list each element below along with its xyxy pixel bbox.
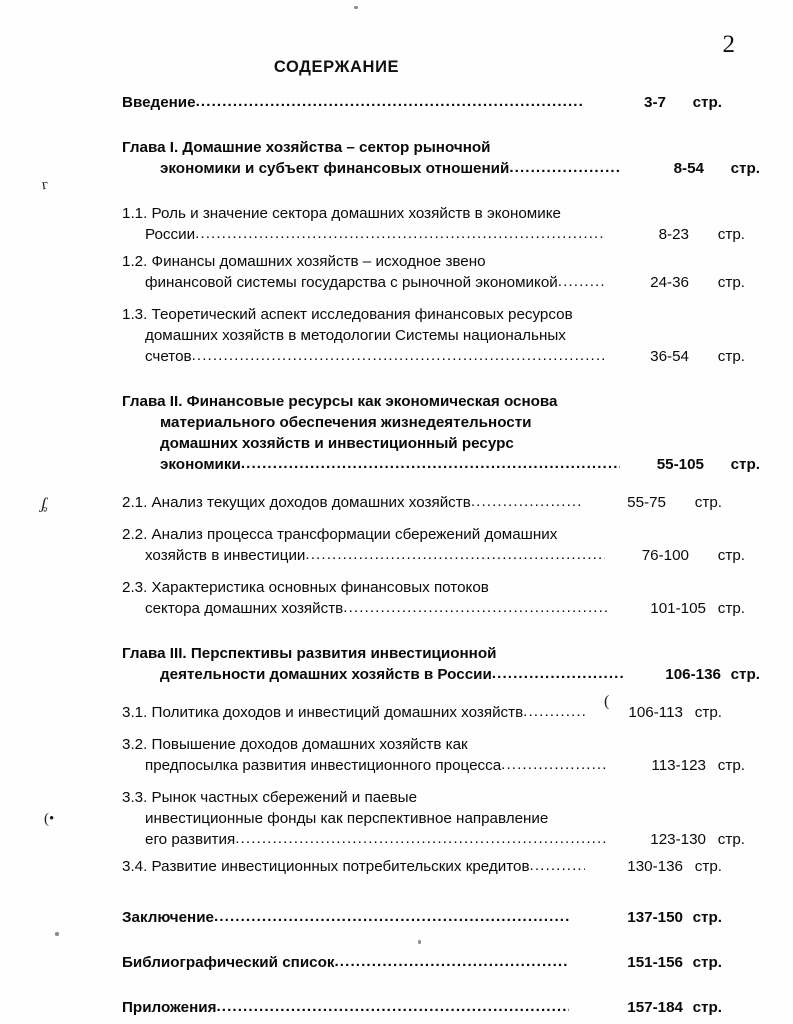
dot-leader [523, 701, 585, 722]
toc-label: Библиографический список [122, 954, 335, 971]
table-of-contents [122, 92, 760, 1018]
toc-entry-2-1[interactable] [122, 492, 722, 513]
toc-pages: 151-156 [627, 954, 683, 971]
spacer [122, 877, 722, 907]
toc-pages: 113-123 [651, 757, 706, 774]
dot-leader [501, 754, 608, 775]
spacer [122, 113, 722, 137]
scan-artifact-mark-bottom: (• [44, 811, 55, 827]
toc-label-line2: материального обеспечения жизнедеятельности [160, 414, 532, 431]
toc-unit: стр. [730, 160, 760, 177]
dot-leader [241, 453, 620, 474]
toc-unit: стр. [717, 348, 745, 365]
toc-label-line1: 3.4. Развитие инвестиционных потребительских кредитов [122, 858, 530, 875]
toc-label-line2: предпосылка развития инвестиционного процесса [145, 757, 502, 774]
toc-pages: 106-113 [628, 704, 683, 721]
toc-pages: 36-54 [650, 348, 689, 365]
toc-label-line2: инвестиционные фонды как перспективное направление [145, 810, 549, 827]
toc-pages: 3-7 [644, 94, 666, 111]
toc-label-line2: деятельности домашних хозяйств в России [160, 666, 492, 683]
dot-leader [334, 951, 569, 972]
toc-label-line3: счетов [145, 348, 192, 365]
toc-unit: стр. [717, 226, 745, 243]
toc-pages: 157-184 [627, 999, 683, 1016]
dot-leader [343, 597, 608, 618]
toc-label-line1: Глава I. Домашние хозяйства – сектор рыночной [122, 139, 491, 156]
toc-label-line1: 1.2. Финансы домашних хозяйств – исходное звено [122, 253, 486, 270]
toc-label-line2: сектора домашних хозяйств [145, 600, 344, 617]
toc-unit: стр. [692, 999, 722, 1016]
toc-unit: стр. [717, 600, 745, 617]
toc-label-line3: его развития [145, 831, 236, 848]
spacer [122, 566, 722, 577]
toc-entry-1-3[interactable] [122, 304, 745, 367]
toc-label-line1: 2.2. Анализ процесса трансформации сбережений домашних [122, 526, 558, 543]
dot-leader [558, 271, 605, 292]
toc-pages: 123-130 [650, 831, 706, 848]
toc-label-line2: домашних хозяйств в методологии Системы национальных [145, 327, 566, 344]
dot-leader [530, 855, 585, 876]
dot-leader [509, 157, 620, 178]
dot-leader [195, 223, 605, 244]
toc-unit: стр. [694, 858, 722, 875]
toc-entry-3-2[interactable] [122, 734, 745, 776]
toc-label-line1: 1.1. Роль и значение сектора домашних хозяйств в экономике [122, 205, 561, 222]
toc-label-line2: финансовой системы государства с рыночной экономикой [145, 274, 558, 291]
spacer [122, 293, 722, 304]
spacer [122, 367, 722, 391]
toc-unit: стр. [730, 456, 760, 473]
toc-entry-3-4[interactable] [122, 856, 722, 877]
toc-label-line1: 3.3. Рынок частных сбережений и паевые [122, 789, 418, 806]
toc-label-line1: 3.2. Повышение доходов домашних хозяйств как [122, 736, 468, 753]
toc-entry-conclusion[interactable] [122, 907, 722, 928]
scan-artifact-paren: ( [604, 693, 610, 710]
toc-pages: 24-36 [650, 274, 689, 291]
toc-unit: стр. [694, 494, 722, 511]
toc-label-line1: Глава III. Перспективы развития инвестиционной [122, 645, 497, 662]
toc-entry-3-1[interactable] [122, 702, 722, 723]
toc-pages: 137-150 [627, 909, 683, 926]
toc-unit: стр. [694, 704, 722, 721]
scan-speck-bottom-left [55, 932, 59, 936]
spacer [122, 619, 722, 643]
scan-artifact-mark-top: ᴦ [40, 176, 50, 194]
scan-artifact-mark-middle: ᶋ [39, 493, 51, 514]
spacer [122, 475, 722, 492]
toc-unit: стр. [692, 94, 722, 111]
page-number: 2 [722, 31, 735, 58]
toc-unit: стр. [692, 909, 722, 926]
dot-leader [235, 828, 608, 849]
toc-entry-appendices[interactable] [122, 997, 722, 1018]
toc-pages: 76-100 [641, 547, 689, 564]
spacer [122, 513, 722, 524]
toc-entry-3-3[interactable] [122, 787, 745, 850]
toc-pages: 8-23 [658, 226, 689, 243]
toc-label-line4: экономики [160, 456, 241, 473]
toc-pages: 8-54 [673, 160, 704, 177]
toc-label-line2: экономики и субъект финансовых отношений [160, 160, 510, 177]
spacer [122, 685, 722, 702]
toc-label-line1: Глава II. Финансовые ресурсы как экономическая основа [122, 393, 558, 410]
toc-pages: 130-136 [627, 858, 683, 875]
dot-leader [471, 491, 582, 512]
toc-pages: 101-105 [650, 600, 706, 617]
toc-label-line1: 2.1. Анализ текущих доходов домашних хозяйств [122, 494, 471, 511]
toc-label-line3: домашних хозяйств и инвестиционный ресурс [160, 435, 514, 452]
toc-entry-1-1[interactable] [122, 203, 745, 245]
spacer [122, 973, 722, 997]
toc-pages: 55-75 [627, 494, 666, 511]
toc-entry-introduction[interactable] [122, 92, 722, 113]
toc-entry-chapter-1[interactable] [122, 137, 760, 179]
dot-leader [305, 544, 605, 565]
toc-label: Введение [122, 94, 196, 111]
toc-label-line2: России [145, 226, 196, 243]
toc-pages: 106-136 [665, 666, 721, 683]
toc-unit: стр. [692, 954, 722, 971]
spacer [122, 928, 722, 952]
toc-unit: стр. [717, 274, 745, 291]
toc-label: Приложения [122, 999, 217, 1016]
toc-label: Заключение [122, 909, 215, 926]
spacer [122, 776, 722, 787]
toc-unit: стр. [717, 547, 745, 564]
page-title: СОДЕРЖАНИЕ [273, 58, 400, 76]
toc-label-line1: 1.3. Теоретический аспект исследования финансовых ресурсов [122, 306, 573, 323]
toc-unit: стр. [717, 757, 745, 774]
scan-speck-top [354, 6, 358, 9]
toc-entry-1-2[interactable] [122, 251, 745, 293]
dot-leader [196, 91, 582, 112]
toc-pages: 55-105 [656, 456, 704, 473]
toc-entry-bibliography[interactable] [122, 952, 722, 973]
toc-entry-chapter-2[interactable] [122, 391, 760, 475]
spacer [122, 179, 722, 203]
toc-entry-2-2[interactable] [122, 524, 745, 566]
toc-entry-chapter-3[interactable] [122, 643, 760, 685]
dot-leader [216, 996, 569, 1017]
toc-unit: стр. [717, 831, 745, 848]
dot-leader [214, 906, 569, 927]
toc-label-line2: хозяйств в инвестиции [145, 547, 306, 564]
toc-entry-2-3[interactable] [122, 577, 745, 619]
spacer [122, 723, 722, 734]
toc-unit: стр. [730, 666, 760, 683]
toc-label-line1: 2.3. Характеристика основных финансовых потоков [122, 579, 489, 596]
dot-leader [492, 663, 623, 684]
toc-label-line1: 3.1. Политика доходов и инвестиций домашних хозяйств [122, 704, 524, 721]
dot-leader [192, 345, 605, 366]
